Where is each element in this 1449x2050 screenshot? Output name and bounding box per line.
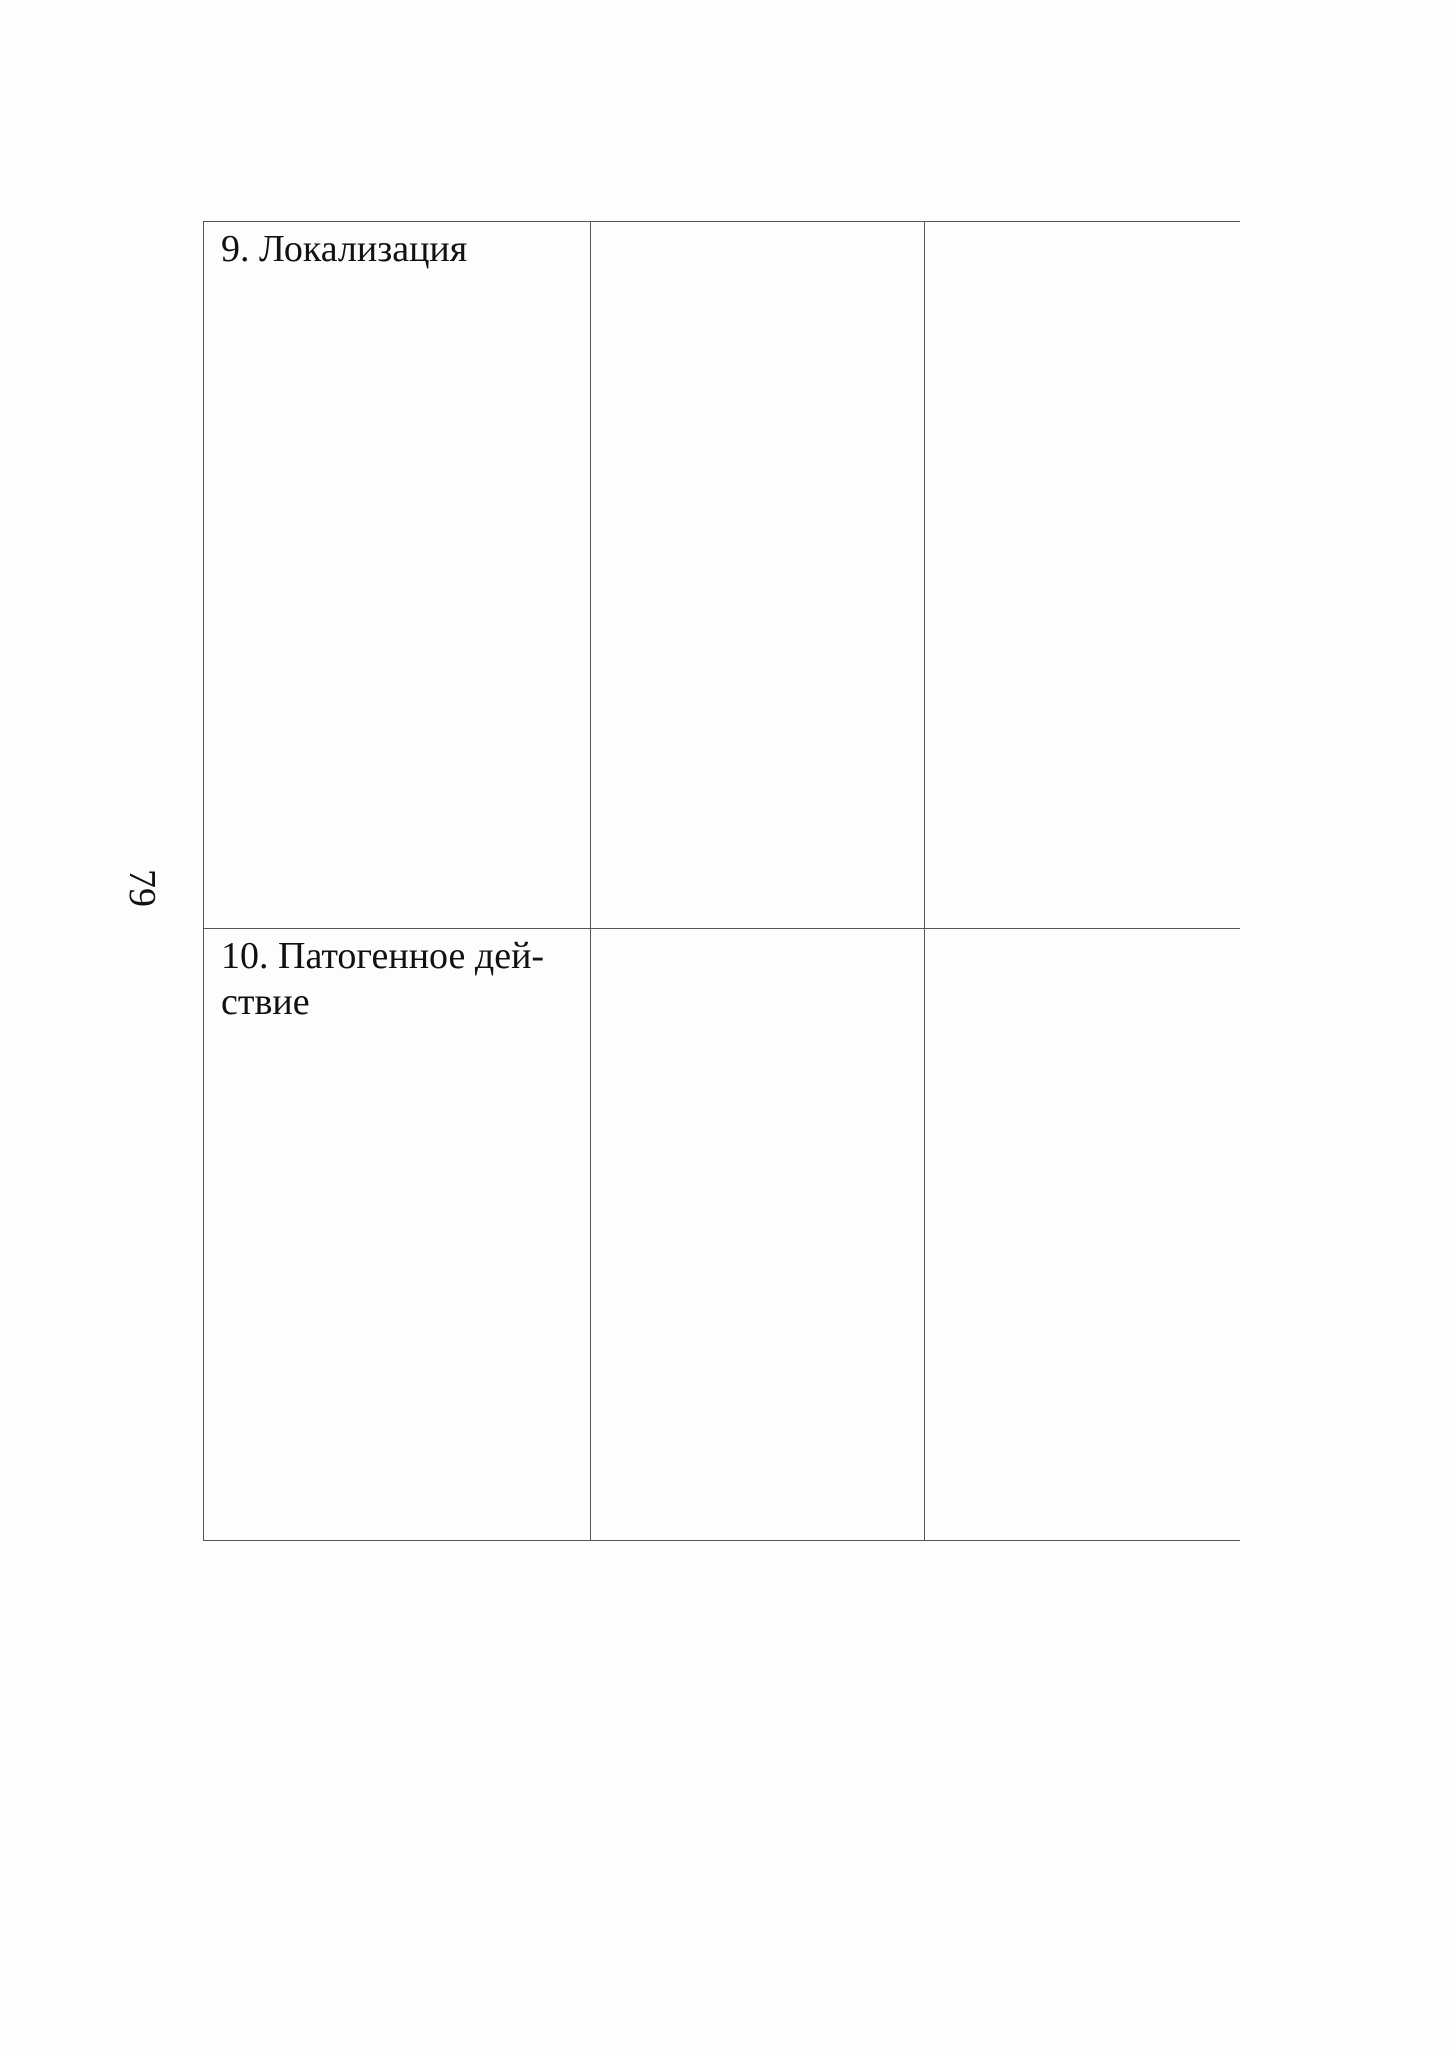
row-label-cell (204, 929, 591, 1540)
row-label-pathogenic-action: 10. Патогенное дей- ствие (221, 935, 545, 1023)
row-label-localization: 9. Локализация (221, 228, 468, 270)
row-label-cell (204, 222, 591, 928)
table-row (204, 929, 1240, 1540)
data-table (203, 221, 1240, 1541)
table-cell (591, 222, 925, 928)
page-number: 79 (121, 869, 163, 907)
table-cell (925, 929, 1241, 1540)
table-cell (591, 929, 925, 1540)
table-cell (925, 222, 1241, 928)
table-row (204, 222, 1240, 929)
